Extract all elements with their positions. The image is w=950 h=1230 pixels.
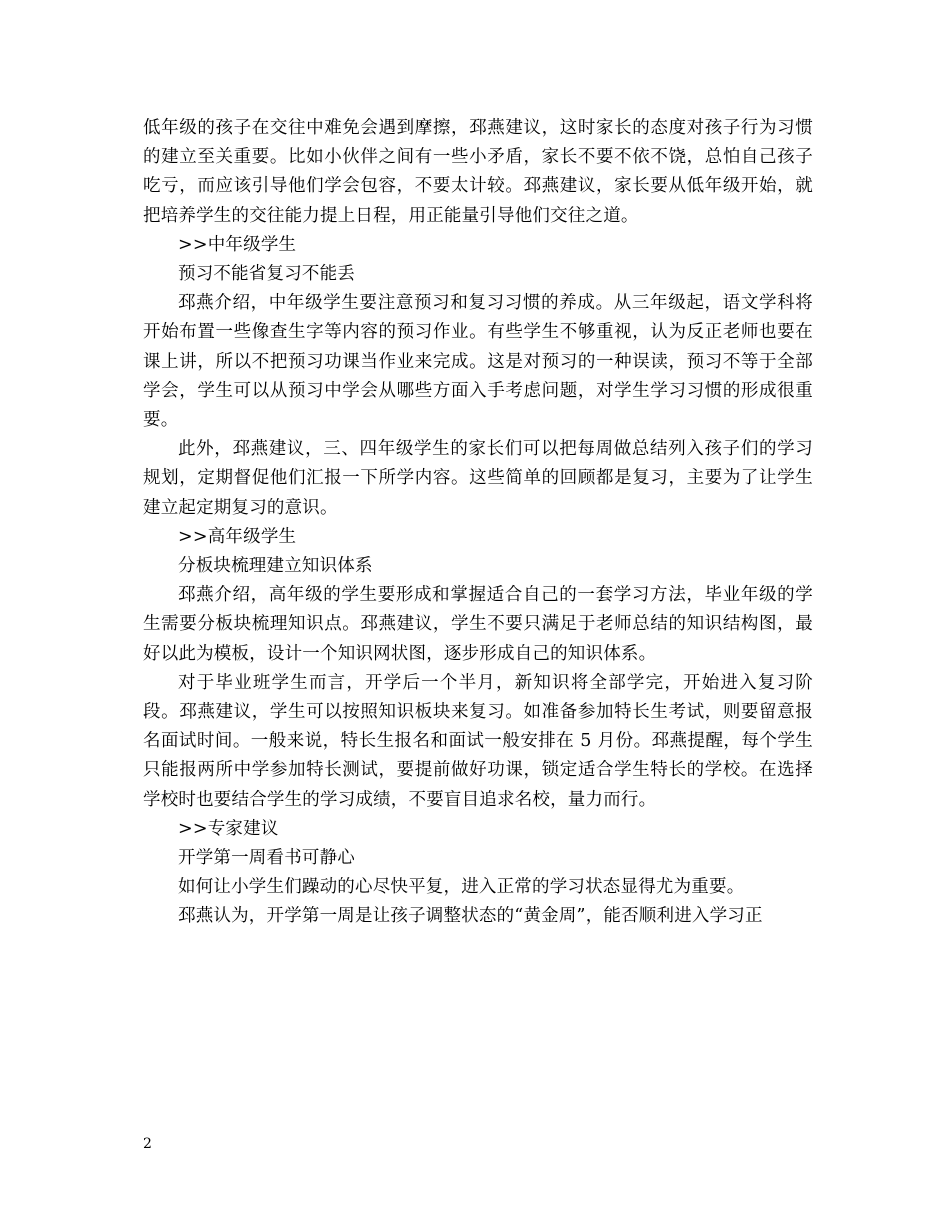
subheading-knowledge-system: 分板块梳理建立知识体系 bbox=[178, 556, 373, 577]
section-heading-middle-grade: >>中年级学生 bbox=[178, 234, 297, 255]
paragraph-low-grade-social: 低年级的孩子在交往中难免会遇到摩擦，邳燕建议，这时家长的态度对孩子行为习惯的建立至关重要。比如小伙伴之间有一些小矛盾，家长不要不依不饶，总怕自己孩子吃亏，而应该引导他们学会包容，不要太计较。邳燕建议，家长要从低年级开始，就把培养学生的交往能力提上日程，用正能量引导他们交往之道。 bbox=[143, 118, 813, 226]
page-number: 2 bbox=[143, 1136, 152, 1152]
section-heading-high-grade: >>高年级学生 bbox=[178, 526, 297, 547]
paragraph-middle-grade-summary: 此外，邳燕建议，三、四年级学生的家长们可以把每周做总结列入孩子们的学习规划，定期督促他们汇报一下所学内容。这些简单的回顾都是复习，主要为了让学生建立起定期复习的意识。 bbox=[143, 439, 813, 518]
paragraph-middle-grade-preview: 邳燕介绍，中年级学生要注意预习和复习习惯的养成。从三年级起，语文学科将开始布置一些像查生字等内容的预习作业。有些学生不够重视，认为反正老师也要在课上讲，所以不把预习功课当作业来完成。这是对预习的一种误读，预习不等于全部学会，学生可以从预习中学会从哪些方面入手考虑问题，对学生学习习惯的形成很重要。 bbox=[143, 293, 813, 431]
paragraph-graduating-class: 对于毕业班学生而言，开学后一个半月，新知识将全部学完，开始进入复习阶段。邳燕建议，学生可以按照知识板块来复习。如准备参加特长生考试，则要留意报名面试时间。一般来说，特长生报名和面试一般安排在 5 月份。邳燕提醒，每个学生只能报两所中学参加特长测试，要提前做好功课，锁定适合学生特长的学校。在选择学校时也要结合学生的学习成绩，不要盲目追求名校，量力而行。 bbox=[143, 672, 813, 810]
paragraph-high-grade-method: 邳燕介绍，高年级的学生要形成和掌握适合自己的一套学习方法，毕业年级的学生需要分板块梳理知识点。邳燕建议，学生不要只满足于老师总结的知识结构图，最好以此为模板，设计一个知识网状图，逐步形成自己的知识体系。 bbox=[143, 585, 813, 664]
paragraph-calm-down: 如何让小学生们躁动的心尽快平复，进入正常的学习状态显得尤为重要。 bbox=[178, 877, 745, 898]
paragraph-golden-week: 邳燕认为，开学第一周是让孩子调整状态的“黄金周”，能否顺利进入学习正 bbox=[178, 906, 763, 927]
subheading-first-week-reading: 开学第一周看书可静心 bbox=[178, 848, 355, 869]
subheading-preview-review: 预习不能省复习不能丢 bbox=[178, 264, 355, 285]
document-body bbox=[143, 114, 813, 932]
section-heading-expert-advice: >>专家建议 bbox=[178, 818, 279, 839]
